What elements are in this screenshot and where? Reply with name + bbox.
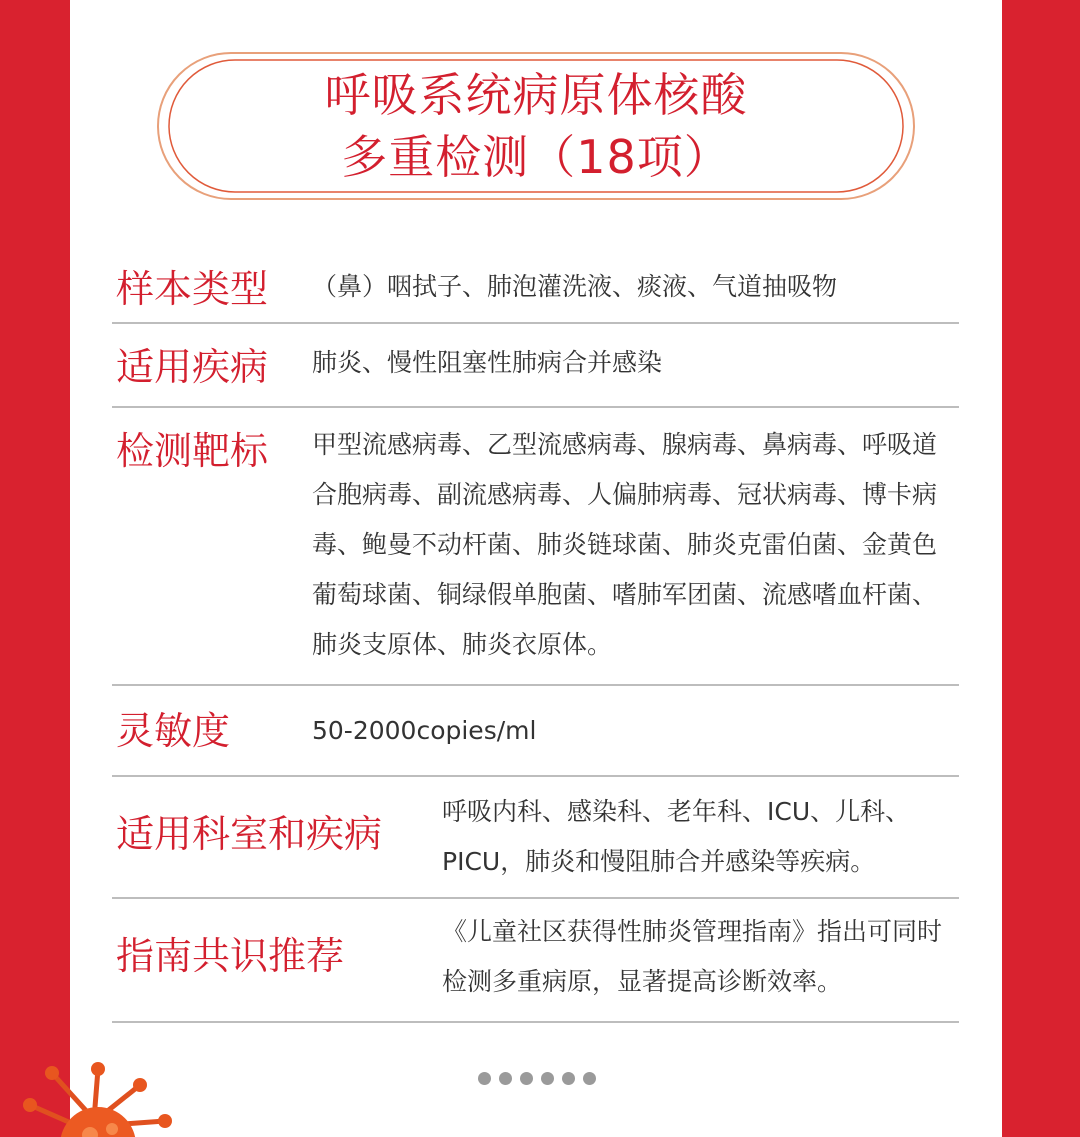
row-label: 检测靶标: [116, 429, 269, 473]
pagination-dot[interactable]: [520, 1072, 533, 1085]
row-sensitivity: [112, 684, 959, 777]
row-guideline: [112, 897, 959, 1023]
row-value: 《儿童社区获得性肺炎管理指南》指出可同时检测多重病原，显著提高诊断效率。: [442, 917, 943, 996]
pagination-dot[interactable]: [583, 1072, 596, 1085]
row-departments: [112, 775, 959, 899]
row-value: 肺炎、慢性阻塞性肺病合并感染: [312, 348, 663, 377]
title-line-1: 呼吸系统病原体核酸: [324, 68, 748, 122]
row-label: 适用疾病: [116, 345, 269, 389]
row-value: （鼻）咽拭子、肺泡灌洗液、痰液、气道抽吸物: [312, 272, 838, 301]
row-sample-type: [112, 240, 959, 324]
row-detection-targets: [112, 406, 959, 686]
row-value: 50-2000copies/ml: [312, 716, 537, 745]
row-value: 甲型流感病毒、乙型流感病毒、腺病毒、鼻病毒、呼吸道合胞病毒、副流感病毒、人偏肺病毒、冠状病毒、博卡病毒、鲍曼不动杆菌、肺炎链球菌、肺炎克雷伯菌、金黄色葡萄球菌、铜绿假单胞菌、嗜肺军团菌、流感嗜血杆菌、肺炎支原体、肺炎衣原体。: [312, 430, 938, 659]
pagination-dot[interactable]: [478, 1072, 491, 1085]
pagination-dots: [478, 1072, 596, 1085]
row-label: 样本类型: [116, 267, 269, 311]
title-line-2: 多重检测（18项）: [341, 130, 731, 184]
pagination-dot[interactable]: [541, 1072, 554, 1085]
virus-icon: [0, 1055, 200, 1137]
title-frame: [155, 50, 917, 202]
page-title: [155, 50, 917, 202]
row-label: 适用科室和疾病: [116, 812, 383, 856]
row-label: 灵敏度: [116, 709, 231, 753]
row-applicable-disease: [112, 322, 959, 408]
row-value: 呼吸内科、感染科、老年科、ICU、儿科、PICU，肺炎和慢阻肺合并感染等疾病。: [442, 797, 911, 876]
pagination-dot[interactable]: [562, 1072, 575, 1085]
pagination-dot[interactable]: [499, 1072, 512, 1085]
row-label: 指南共识推荐: [116, 934, 345, 978]
